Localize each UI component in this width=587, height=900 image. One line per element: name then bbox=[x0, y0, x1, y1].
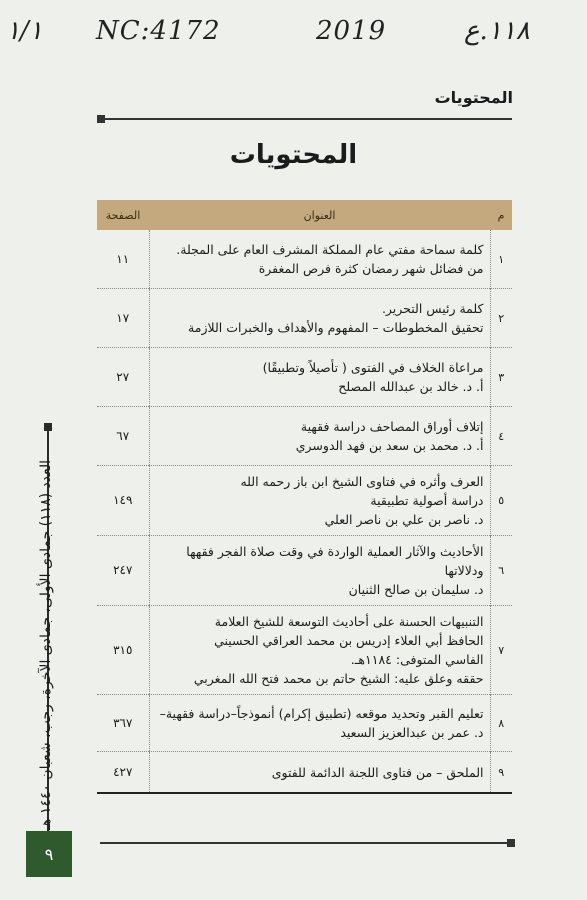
handwritten-year: 2019 bbox=[316, 16, 387, 46]
row-title bbox=[149, 536, 490, 606]
row-title-line: العرف وأثره في فتاوى الشيخ ابن باز رحمه الله bbox=[240, 474, 484, 489]
table-row bbox=[97, 348, 512, 407]
page-title: المحتويات bbox=[229, 140, 358, 170]
table-row bbox=[97, 407, 512, 466]
row-page: ٤٢٧ bbox=[97, 752, 149, 794]
row-num: ٨ bbox=[490, 695, 512, 752]
row-title bbox=[149, 752, 490, 794]
row-title bbox=[149, 466, 490, 536]
row-page: ٣٦٧ bbox=[97, 695, 149, 752]
row-title bbox=[149, 606, 490, 695]
row-page: ٣١٥ bbox=[97, 606, 149, 695]
row-title-line: كلمة سماحة مفتي عام المملكة المشرف العام على المجلة. bbox=[176, 242, 484, 257]
row-page: ٢٧ bbox=[97, 348, 149, 407]
row-page: ١٧ bbox=[97, 289, 149, 348]
row-title bbox=[149, 348, 490, 407]
running-header-title: المحتويات bbox=[434, 88, 513, 107]
row-title-line: الملحق – من فتاوى اللجنة الدائمة للفتوى bbox=[271, 764, 484, 780]
header-page: الصفحة bbox=[97, 200, 149, 230]
row-page: ١١ bbox=[97, 230, 149, 289]
row-num: ٢ bbox=[490, 289, 512, 348]
row-num: ٤ bbox=[490, 407, 512, 466]
row-title-line: أ. د. خالد بن عبدالله المصلح bbox=[338, 379, 484, 394]
row-title-line: د. سليمان بن صالح الثنيان bbox=[348, 582, 484, 597]
handwritten-left: ١/١ bbox=[6, 16, 43, 46]
handwritten-code: NC:4172 bbox=[96, 16, 221, 46]
table-row bbox=[97, 606, 512, 695]
footer-rule bbox=[100, 842, 512, 844]
row-num: ٦ bbox=[490, 536, 512, 606]
header-num: م bbox=[490, 200, 512, 230]
row-title-line: ودلالاتها bbox=[444, 563, 484, 578]
row-page: ٢٤٧ bbox=[97, 536, 149, 606]
row-title-line: كلمة رئيس التحرير. bbox=[381, 301, 484, 316]
row-num: ١ bbox=[490, 230, 512, 289]
table-row bbox=[97, 752, 512, 794]
row-title-line: د. ناصر بن علي بن ناصر العلي bbox=[324, 512, 484, 527]
header-rule bbox=[100, 118, 512, 120]
page-number: ٩ bbox=[26, 831, 72, 877]
row-num: ٩ bbox=[490, 752, 512, 794]
header-title: العنوان bbox=[149, 200, 490, 230]
table-row bbox=[97, 695, 512, 752]
issue-info: العدد (١١٨) جمادى الأولى، جمادى الآخرة، رجب، شعبان ١٤٤٠ هـ bbox=[38, 459, 54, 831]
row-num: ٥ bbox=[490, 466, 512, 536]
row-title-line: الفاسي المتوفى: ١١٨٤هـ. bbox=[350, 652, 484, 667]
row-num: ٧ bbox=[490, 606, 512, 695]
table-row bbox=[97, 230, 512, 289]
row-title bbox=[149, 407, 490, 466]
table-row bbox=[97, 536, 512, 606]
row-page: ١٤٩ bbox=[97, 466, 149, 536]
row-title bbox=[149, 695, 490, 752]
row-page: ٦٧ bbox=[97, 407, 149, 466]
row-num: ٣ bbox=[490, 348, 512, 407]
row-title-line: د. عمر بن عبدالعزيز السعيد bbox=[340, 725, 484, 740]
row-title bbox=[149, 289, 490, 348]
row-title bbox=[149, 230, 490, 289]
row-title-line: مراعاة الخلاف في الفتوى ( تأصيلاً وتطبيقًا) bbox=[262, 360, 484, 375]
row-title-line: من فضائل شهر رمضان كثرة فرص المغفرة bbox=[258, 261, 484, 276]
handwritten-right: ١١٨.ع bbox=[464, 16, 530, 46]
contents-table bbox=[97, 200, 512, 794]
row-title-line: تحقيق المخطوطات – المفهوم والأهداف والخبرات اللازمة bbox=[188, 320, 484, 335]
row-title-line: حققه وعلق عليه: الشيخ حاتم بن محمد فتح الله المغربي bbox=[193, 671, 484, 686]
row-title-line: تعليم القبر وتحديد موقعه (تطبيق إكرام) أنموذجاً–دراسة فقهية– bbox=[159, 706, 484, 721]
row-title-line: الأحاديث والآثار العملية الواردة في وقت صلاة الفجر فقهها bbox=[186, 544, 484, 559]
table-row bbox=[97, 289, 512, 348]
row-title-line: أ. د. محمد بن سعد بن فهد الدوسري bbox=[295, 438, 484, 453]
row-title-line: دراسة أصولية تطبيقية bbox=[370, 493, 484, 508]
row-title-line: الحافظ أبي العلاء إدريس بن محمد العراقي الحسيني bbox=[214, 633, 484, 648]
row-title-line: إتلاف أوراق المصاحف دراسة فقهية bbox=[300, 419, 484, 434]
table-header-row bbox=[97, 200, 512, 230]
table-row bbox=[97, 466, 512, 536]
row-title-line: التنبيهات الحسنة على أحاديث التوسعة للشيخ العلامة bbox=[214, 614, 484, 629]
